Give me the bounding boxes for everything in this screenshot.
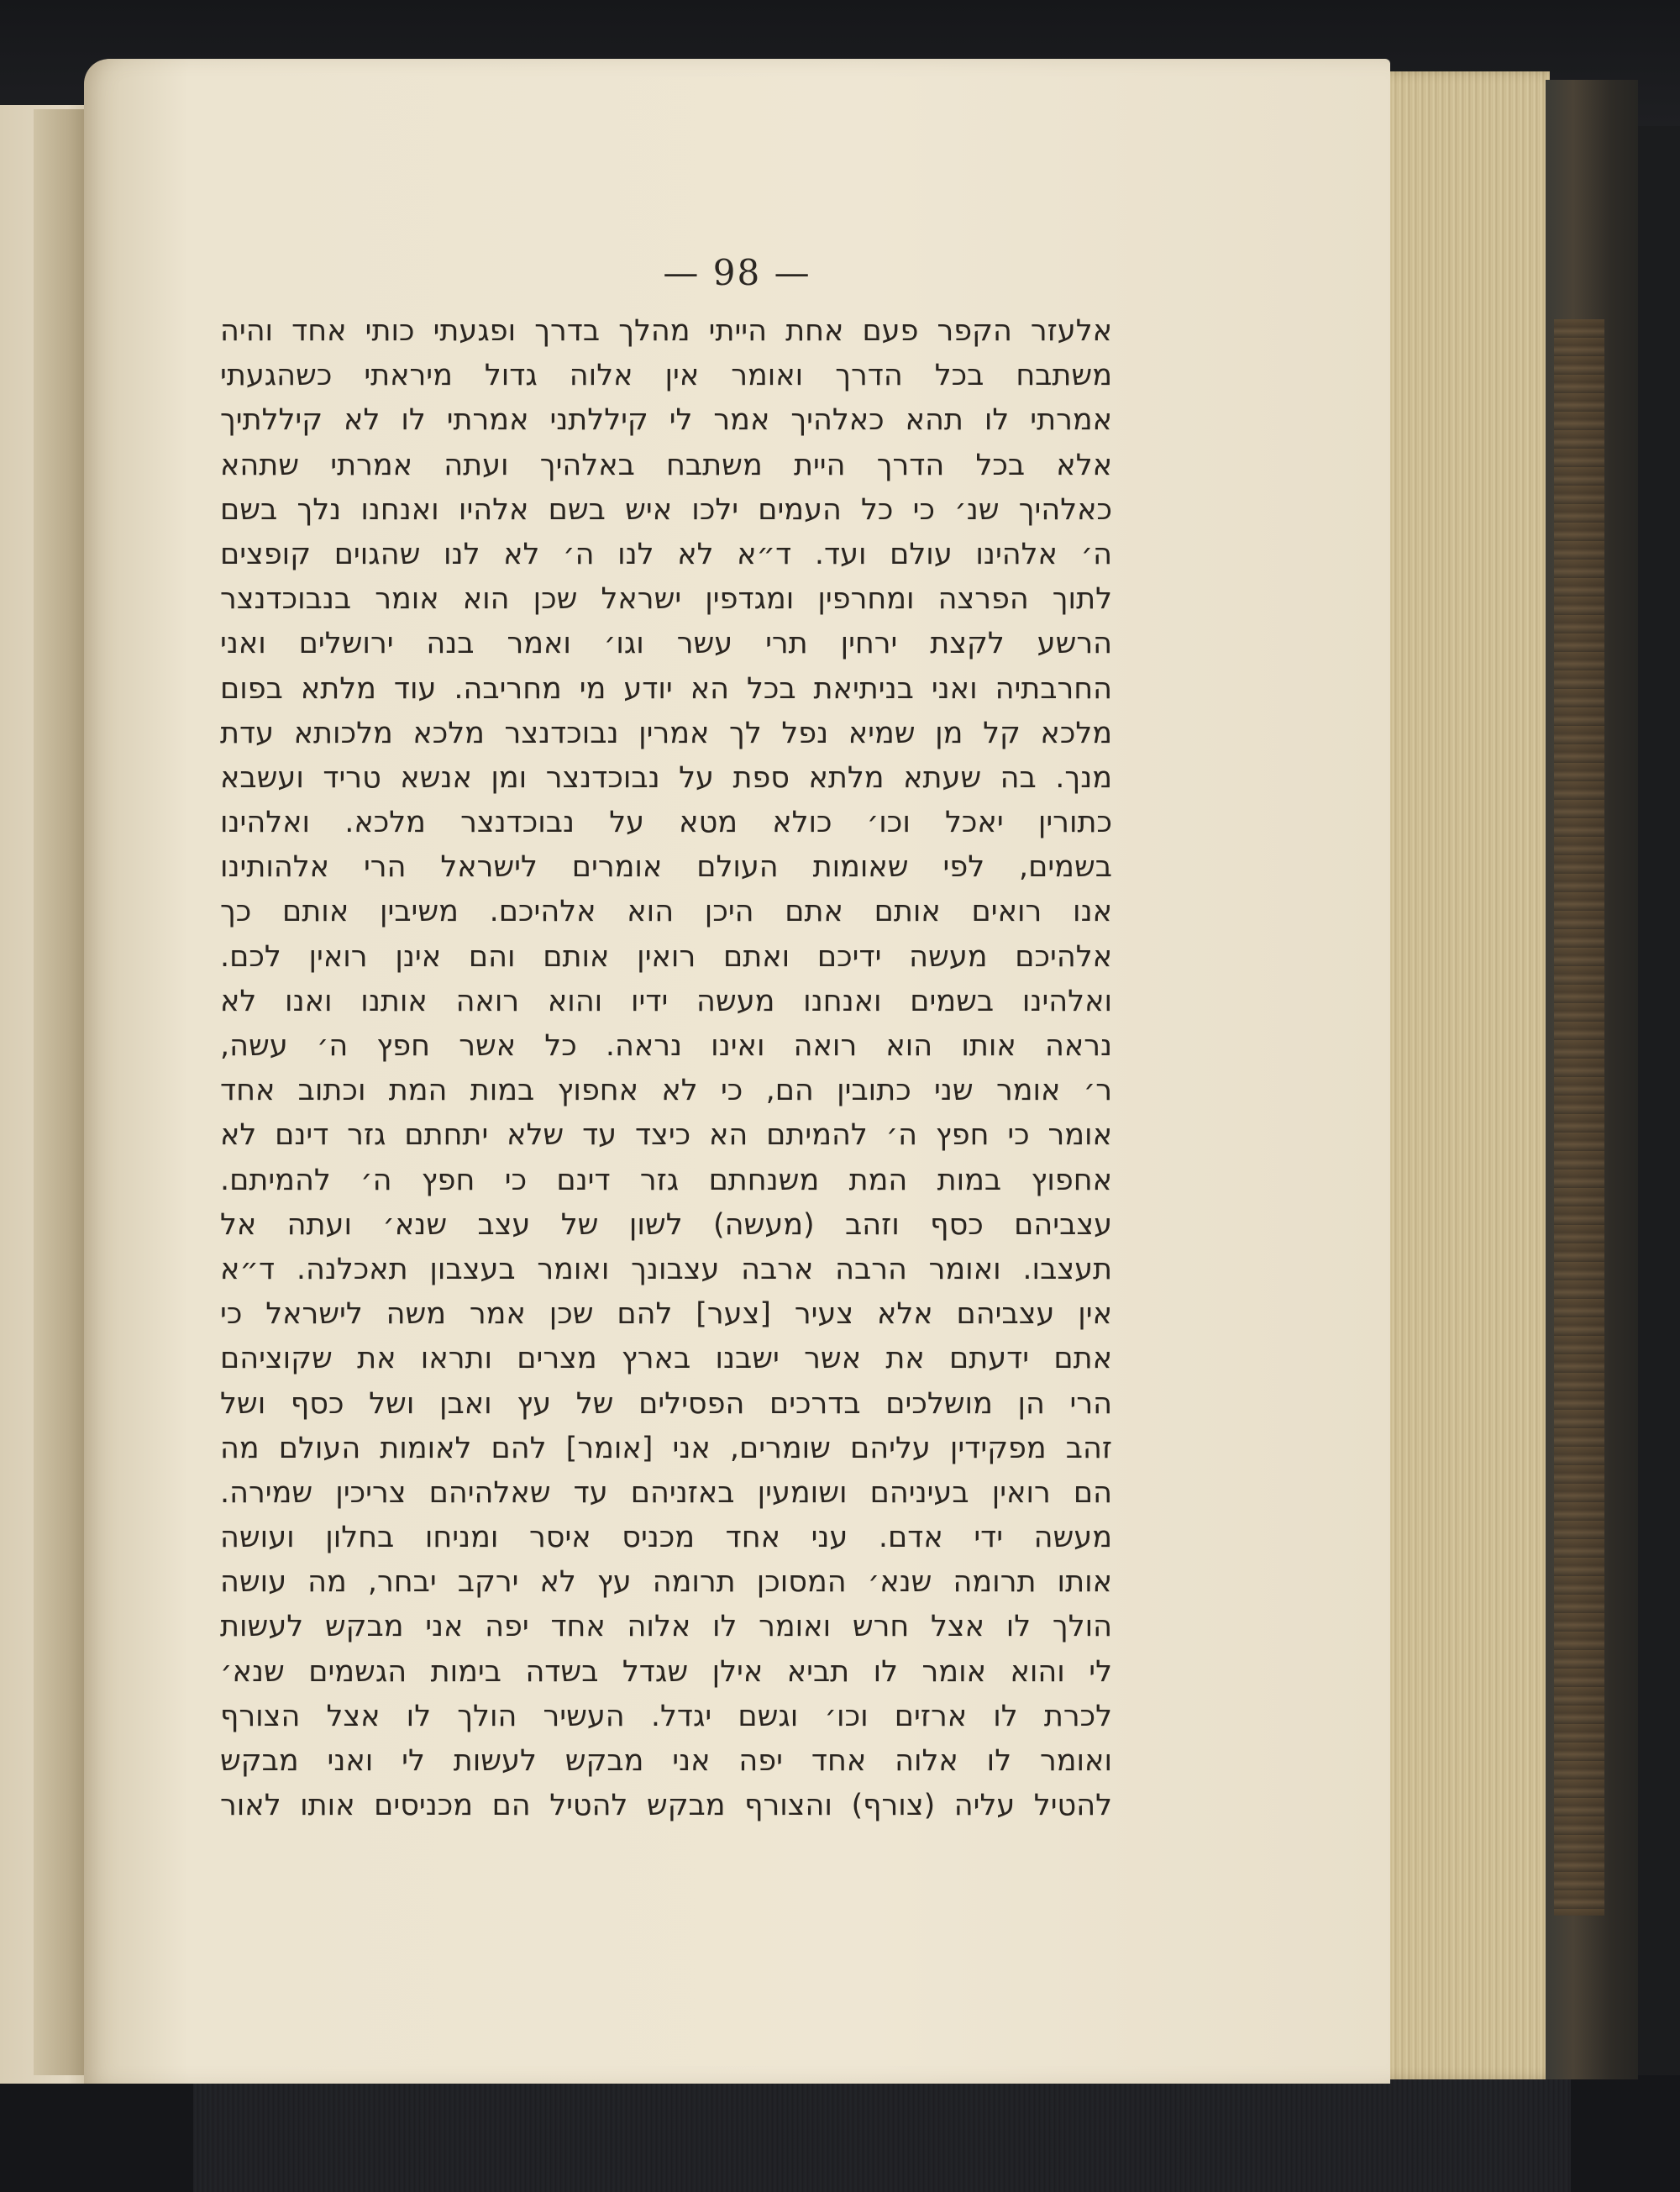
text-line: בשמים, לפי שאומות העולם אומרים לישראל הרי אלהותינו [220,850,1112,885]
page-number: — 98 — [663,252,811,293]
text-line: אותו תרומה שנא׳ המסוכן תרומה עץ לא ירקב יבחר, מה עושה [220,1565,1112,1600]
text-line: לכרת לו ארזים וכו׳ וגשם יגדל. העשיר הולך לו אצל הצורף [220,1699,1112,1733]
text-line: הם רואין בעיניהם ושומעין באזניהם עד שאלהיהם צריכין שמירה. [220,1475,1112,1510]
text-line: החרבתיה ואני בניתיאת בכל הא יודע מי מחריבה. עוד מלתא בפום [220,671,1112,706]
text-line: להטיל עליה (צורף) והצורף מבקש להטיל הם מכניסים אותו לאור [220,1789,1112,1823]
text-line: הרי הן מושלכים בדרכים הפסילים של עץ ואבן ושל כסף ושל [220,1386,1112,1421]
text-line: אלא בכל הדרך היית משתבח באלהיך ועתה אמרתי שתהא [220,448,1112,482]
text-line: מלכא קל מן שמיא נפל לך אמרין נבוכדנצר מלכא מלכותא עדת [220,716,1112,750]
text-line: עצביהם כסף וזהב (מעשה) לשון של עצב שנא׳ ועתה אל [220,1207,1112,1242]
text-line: ר׳ אומר שני כתובין הם, כי לא אחפוץ במות המת וכתוב אחד [220,1074,1112,1108]
text-line: תעצבו. ואומר הרבה ארבה עצבונך ואומר בעצבון תאכלנה. ד״א [220,1252,1112,1286]
text-line: ואומר לו אלוה אחד יפה אני מבקש לעשות לי ואני מבקש [220,1744,1112,1778]
text-line: מעשה ידי אדם. עני אחד מכניס איסר ומניחו בחלון ועושה [220,1521,1112,1555]
text-line: נראה אותו הוא רואה ואינו נראה. כל אשר חפץ ה׳ עשה, [220,1029,1112,1063]
text-line: משתבח בכל הדרך ואומר אין אלוה גדול מיראתי כשהגעתי [220,359,1112,393]
body-text [220,309,1112,1828]
text-line: כאלהיך שנ׳ כי כל העמים ילכו איש בשם אלהיו ואנחנו נלך בשם [220,492,1112,527]
text-line: הולך לו אצל חרש ואומר לו אלוה אחד יפה אני מבקש לעשות [220,1610,1112,1644]
text-line: לתוך הפרצה ומחרפין ומגדפין ישראל שכן הוא אומר בנבוכדנצר [220,582,1112,617]
text-line: מנך. בה שעתא מלתא ספת על נבוכדנצר ומן אנשא טריד ועשבא [220,760,1112,795]
text-line: כתורין יאכל וכו׳ כולא מטא על נבוכדנצר מלכא. ואלהינו [220,806,1112,840]
text-line: ואלהינו בשמים ואנחנו מעשה ידיו והוא רואה אותנו ואנו לא [220,984,1112,1018]
text-line: אמרתי לו תהא כאלהיך אמר לי קיללתני אמרתי לו לא קיללתיך [220,403,1112,438]
text-line: אלהיכם מעשה ידיכם ואתם רואין אותם והם אינן רואין לכם. [220,939,1112,974]
text-line: אלעזר הקפר פעם אחת הייתי מהלך בדרך ופגעתי כותי אחד והיה [220,314,1112,348]
text-line: אחפוץ במות המת משנחתם גזר דינם כי חפץ ה׳ להמיתם. [220,1163,1112,1197]
text-line: זהב מפקידין עליהם שומרים, אני [אומר] להם לאומות העולם מה [220,1431,1112,1465]
text-line: הרשע לקצת ירחין תרי עשר וגו׳ ואמר בנה ירושלים ואני [220,627,1112,661]
text-line: אתם ידעתם את אשר ישבנו בארץ מצרים ותראו את שקוציהם [220,1342,1112,1376]
text-line: ה׳ אלהינו עולם ועד. ד״א לא לנו ה׳ לא לנו שהגוים קופצים [220,537,1112,571]
text-line: אנו רואים אותם אתם היכן הוא אלהיכם. משיבין אותם כך [220,895,1112,929]
cover-wear-texture [1554,319,1604,1916]
text-line: לי והוא אומר לו תביא אילן שגדל בשדה בימות הגשמים שנא׳ [220,1654,1112,1689]
text-line: אין עצביהם אלא צעיר [צער] להם שכן אמר משה לישראל כי [220,1297,1112,1332]
table-cloth [193,2075,1571,2192]
text-line: אומר כי חפץ ה׳ להמיתם הא כיצד עד שלא יתחתם גזר דינם לא [220,1118,1112,1153]
